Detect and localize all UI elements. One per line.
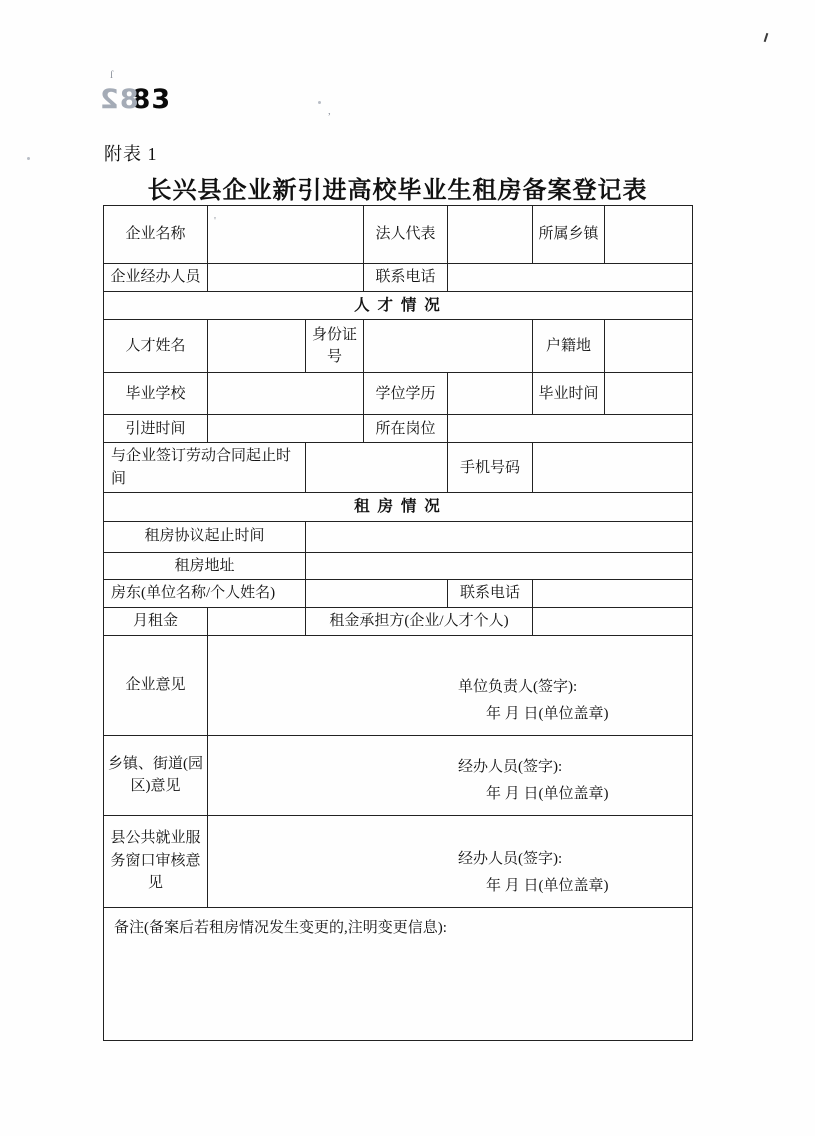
rent-payer-value-cell [533,607,693,635]
table-row [104,292,693,320]
company-opinion-cell [208,635,693,735]
legal-rep-label: 法人代表 [364,206,448,264]
scan-speckle: ' [214,215,216,227]
scan-speckle [318,101,321,104]
table-row [104,373,693,415]
company-date-line: 年 月 日(单位盖章) [486,706,609,722]
table-row [104,580,693,608]
talent-name-label: 人才姓名 [104,320,208,373]
company-opinion-label: 企业意见 [104,635,208,735]
county-opinion-cell [208,815,693,907]
landlord-phone-label: 联系电话 [448,580,533,608]
company-name-value-cell [208,206,364,264]
township-opinion-label: 乡镇、街道(园区)意见 [104,735,208,815]
table-row [104,443,693,493]
attachment-label: 附表 1 [104,144,158,164]
talent-name-value-cell [208,320,306,373]
bleedthrough-digits: 82 [99,84,139,115]
position-value-cell [448,415,693,443]
id-number-value-cell [364,320,533,373]
rental-address-value-cell [306,552,693,580]
county-date-line: 年 月 日(单位盖章) [486,878,609,894]
monthly-rent-label: 月租金 [104,607,208,635]
grad-school-label: 毕业学校 [104,373,208,415]
scan-speckle: ſ [110,69,114,81]
township-date-line: 年 月 日(单位盖章) [486,786,609,802]
remarks-cell: 备注(备案后若租房情况发生变更的,注明变更信息): [104,907,693,1040]
county-opinion-label: 县公共就业服务窗口审核意见 [104,815,208,907]
table-row [104,735,693,815]
intro-time-value-cell [208,415,364,443]
position-label: 所在岗位 [364,415,448,443]
table-row [104,415,693,443]
talent-section-header: 人 才 情 况 [104,292,693,320]
monthly-rent-value-cell [208,607,306,635]
scan-speckle: , [328,105,331,117]
company-signer-line: 单位负责人(签字): [458,678,578,695]
table-row [104,815,693,907]
table-row [104,206,693,264]
township-value-cell [605,206,693,264]
grad-time-value-cell [605,373,693,415]
id-number-label: 身份证号 [306,320,364,373]
company-name-label: 企业名称 [104,206,208,264]
registration-form-table [103,205,693,1041]
table-row [104,552,693,580]
township-label: 所属乡镇 [533,206,605,264]
table-row [104,521,693,552]
rental-period-label: 租房协议起止时间 [104,521,306,552]
rental-period-value-cell [306,521,693,552]
rent-payer-label: 租金承担方(企业/人才个人) [306,607,533,635]
mobile-value-cell [533,443,693,493]
company-agent-value-cell [208,264,364,292]
page-title: 长兴县企业新引进高校毕业生租房备案登记表 [147,178,648,204]
township-opinion-cell [208,735,693,815]
contact-phone-label: 联系电话 [364,264,448,292]
intro-time-label: 引进时间 [104,415,208,443]
household-value-cell [605,320,693,373]
degree-label: 学位学历 [364,373,448,415]
table-row [104,907,693,1040]
landlord-phone-value-cell [533,580,693,608]
table-row [104,493,693,521]
legal-rep-value-cell [448,206,533,264]
rental-address-label: 租房地址 [104,552,306,580]
rental-section-header: 租 房 情 况 [104,493,693,521]
page-number-stamp [99,86,171,113]
table-row [104,264,693,292]
county-signer-line: 经办人员(签字): [458,850,563,867]
contract-period-label: 与企业签订劳动合同起止时间 [104,443,306,493]
degree-value-cell [448,373,533,415]
township-signer-line: 经办人员(签字): [458,758,563,775]
mobile-label: 手机号码 [448,443,533,493]
stamp-digits: 83 [131,84,172,115]
landlord-label: 房东(单位名称/个人姓名) [104,580,306,608]
table-row [104,607,693,635]
landlord-value-cell [306,580,448,608]
company-agent-label: 企业经办人员 [104,264,208,292]
grad-school-value-cell [208,373,364,415]
table-row [104,320,693,373]
scan-speckle [27,157,30,160]
contact-phone-value-cell [448,264,693,292]
table-row [104,635,693,735]
scan-speckle [764,33,769,42]
household-label: 户籍地 [533,320,605,373]
grad-time-label: 毕业时间 [533,373,605,415]
contract-period-value-cell [306,443,448,493]
